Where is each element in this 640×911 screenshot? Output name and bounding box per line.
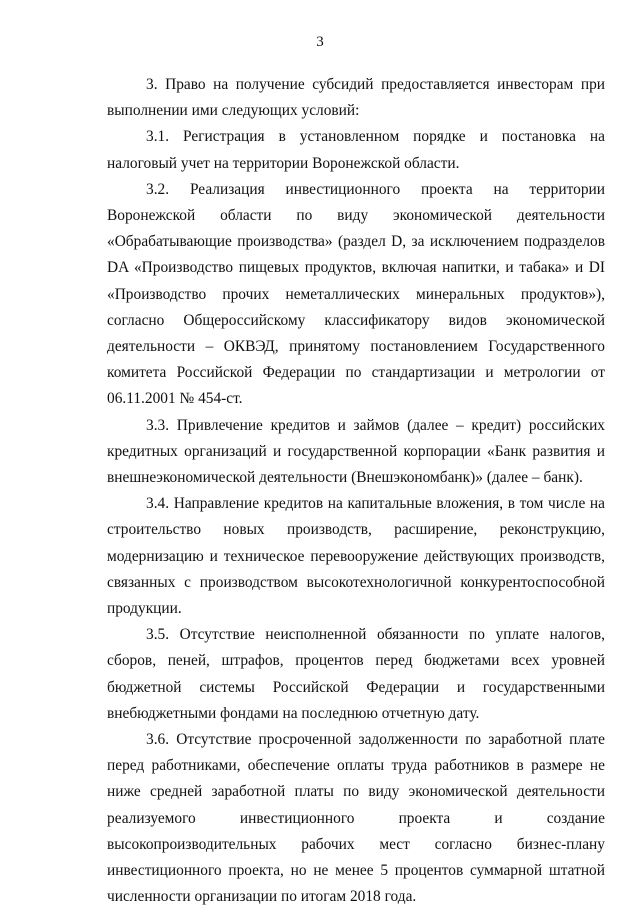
paragraph-3-2: 3.2. Реализация инвестиционного проекта на территории Воронежской области по виду экономической деятельности «Обрабатывающие производства» (раздел D, за исключением подразделов DA «Производство пищевых продуктов, включая напитки, и табака» и DI «Производство прочих неметаллических минеральных продуктов»), согласно Общероссийскому классификатору видов экономической деятельности – ОКВЭД, принятому постановлением Государственного комитета Российской Федерации по стандартизации и метрологии от 06.11.2001 № 454-ст.: [107, 180, 605, 408]
paragraph-3-3: 3.3. Привлечение кредитов и займов (далее – кредит) российских кредитных организаций и государственной корпорации «Банк развития и внешнеэкономической деятельности (Внешэкономбанк)» (далее – банк).: [107, 416, 605, 487]
paragraph-3-6: 3.6. Отсутствие просроченной задолженности по заработной плате перед работниками, обеспечение оплаты труда работников в размере не ниже средней заработной платы по виду экономической деятельности реализуемого инвестиционного проекта и создание высокопроизводительных рабочих мест согласно бизнес-плану инвестиционного проекта, но не менее 5 процентов суммарной штатной численности организации по итогам 2018 года.: [107, 731, 605, 906]
paragraph-3-5: 3.5. Отсутствие неисполненной обязанности по уплате налогов, сборов, пеней, штрафов, процентов перед бюджетами всех уровней бюджетной системы Российской Федерации и государственными внебюджетными фондами на последнюю отчетную дату.: [107, 626, 605, 722]
paragraph-3: 3. Право на получение субсидий предоставляется инвесторам при выполнении ими следующих условий:: [107, 76, 605, 120]
paragraph-3-4: 3.4. Направление кредитов на капитальные вложения, в том числе на строительство новых производств, расширение, реконструкцию, модернизацию и техническое перевооружение действующих производств, связанных с производством высокотехнологичной конкурентоспособной продукции.: [107, 495, 605, 618]
page-number: 3: [316, 34, 324, 50]
paragraph-3-1: 3.1. Регистрация в установленном порядке и постановка на налоговый учет на территории Воронежской области.: [107, 128, 605, 172]
document-body: [107, 72, 605, 911]
